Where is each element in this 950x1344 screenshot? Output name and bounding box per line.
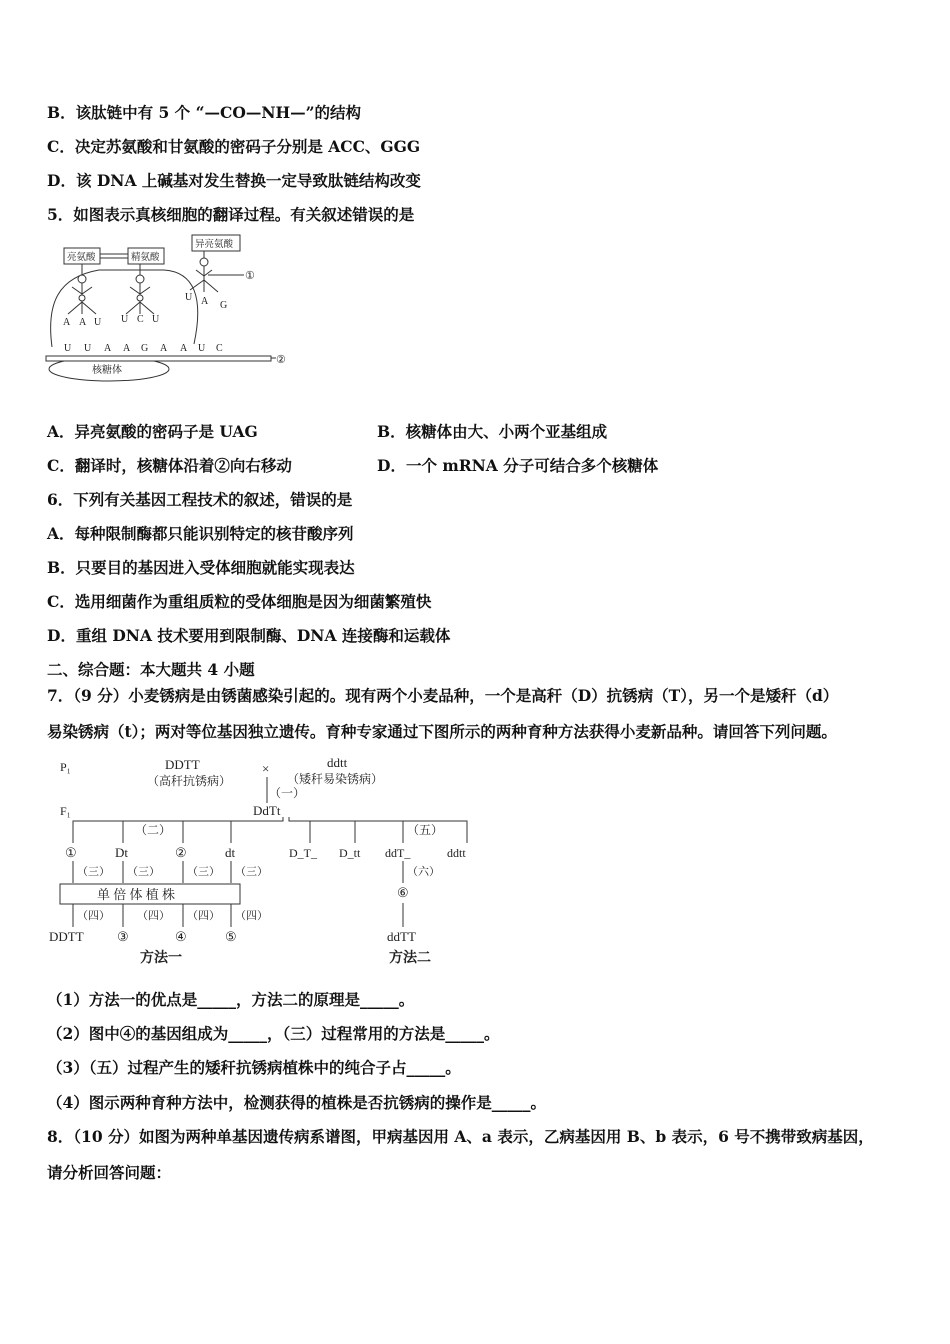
codon-base: A [160,343,168,354]
result-1: DDTT [49,929,84,944]
anticodon-base: C [137,314,144,325]
amino-acid-3: 异亮氨酸 [195,240,234,250]
anticodon-base: U [94,317,102,328]
step-3: （三） [235,866,268,878]
number-6: ⑥ [397,885,409,900]
step-4: （四） [235,910,268,922]
step-6: （六） [407,866,440,878]
parent-1: DDTT [165,757,200,772]
mrna-strand [46,356,271,361]
haploid-label: 单 倍 体 植 株 [97,887,176,902]
genotype-4: ddtt [447,846,466,860]
step-1: （一） [269,786,306,800]
anticodon-base: A [201,296,209,307]
option-4c: C．决定苏氨酸和甘氨酸的密码子分别是 ACC、GGG [47,137,421,156]
anticodon-base: A [79,317,87,328]
parent-2: ddtt [327,755,348,770]
option-5d: D．一个 mRNA 分子可结合多个核糖体 [377,456,659,475]
genotype-1: D_T_ [289,846,317,860]
codon-base: A [180,343,188,354]
method-2-label: 方法二 [389,951,431,966]
ribosome-label: 核糖体 [92,365,122,376]
anticodon-base: U [185,292,193,303]
codon-base: U [64,343,72,354]
question-8-line2: 请分析回答问题： [47,1163,172,1182]
cross-sign: × [262,761,270,776]
label-1: ① [245,270,255,282]
codon-base: A [123,343,131,354]
amino-acid-2: 精氨酸 [131,253,160,263]
genotype-3: ddT_ [385,846,411,860]
result-4: ⑤ [225,929,237,944]
question-6: 6．下列有关基因工程技术的叙述，错误的是 [47,490,353,509]
option-4d: D．该 DNA 上碱基对发生替换一定导致肽链结构改变 [47,171,421,190]
question-7-3: （3）（五）过程产生的矮秆抗锈病植株中的纯合子占_____。 [47,1058,461,1077]
result-2: ③ [117,929,129,944]
option-6d: D．重组 DNA 技术要用到限制酶、DNA 连接酶和运载体 [47,626,451,645]
method-1-label: 方法一 [140,951,182,966]
gamete-1: ① [65,845,77,860]
question-8-line1: 8．（10 分）如图为两种单基因遗传病系谱图，甲病基因用 A、a 表示，乙病基因用 B、b 表示，6 号不携带致病基因， [47,1127,874,1146]
genotype-2: D_tt [339,846,361,860]
step-3: （三） [187,866,220,878]
gamete-2: Dt [115,845,128,860]
question-7-1: （1）方法一的优点是_____，方法二的原理是_____。 [47,990,415,1009]
codon-base: C [216,343,223,354]
f1-label: F₁ [60,804,71,818]
step-3: （三） [77,866,110,878]
question-7-line1: 7．（9 分）小麦锈病是由锈菌感染引起的。现有两个小麦品种，一个是高秆（D）抗锈病（T），另一个是矮秆（d） [47,686,839,705]
codon-base: G [141,343,149,354]
gamete-3: ② [175,845,187,860]
anticodon-base: U [152,314,160,325]
mrna-codons [64,343,223,354]
step-3: （三） [127,866,160,878]
result-3: ④ [175,929,187,944]
option-4b: B．该肽链中有 5 个 “—CO—NH—”的结构 [47,103,362,122]
codon-base: U [198,343,206,354]
step-5: （五） [407,823,444,837]
codon-base: U [84,343,92,354]
step-4: （四） [137,910,170,922]
option-5b: B．核糖体由大、小两个亚基组成 [377,422,608,441]
translation-figure [44,232,294,382]
step-2: （二） [135,823,172,837]
parent-2-note: （矮秆易染锈病） [287,772,384,786]
p-label: P₁ [60,760,71,774]
option-5c: C．翻译时，核糖体沿着②向右移动 [47,456,292,475]
amino-acid-1: 亮氨酸 [67,253,96,263]
question-7-2: （2）图中④的基因组成为_____，（三）过程常用的方法是_____。 [47,1024,500,1043]
option-6a: A．每种限制酶都只能识别特定的核苷酸序列 [47,524,354,543]
codon-base: A [104,343,112,354]
anticodon-base: G [220,300,228,311]
parent-1-note: （高秆抗锈病） [147,774,232,788]
question-5: 5．如图表示真核细胞的翻译过程。有关叙述错误的是 [47,205,415,224]
label-2: ② [276,354,286,366]
option-5a: A．异亮氨酸的密码子是 UAG [47,422,258,441]
option-6b: B．只要目的基因进入受体细胞就能实现表达 [47,558,355,577]
section-heading: 二、综合题：本大题共 4 小题 [47,660,255,679]
question-7-4: （4）图示两种育种方法中，检测获得的植株是否抗锈病的操作是_____。 [47,1093,547,1112]
breeding-figure [49,755,495,970]
option-6c: C．选用细菌作为重组质粒的受体细胞是因为细菌繁殖快 [47,592,432,611]
step-4: （四） [77,910,110,922]
anticodon-base: U [121,314,129,325]
step-4: （四） [187,910,220,922]
f1-genotype: DdTt [253,803,281,818]
gamete-4: dt [225,845,236,860]
result-ddtt: ddTT [387,929,416,944]
question-7-line2: 易染锈病（t）；两对等位基因独立遗传。育种专家通过下图所示的两种育种方法获得小麦新品种。请回答下列问题。 [47,722,837,741]
anticodon-base: A [63,317,71,328]
